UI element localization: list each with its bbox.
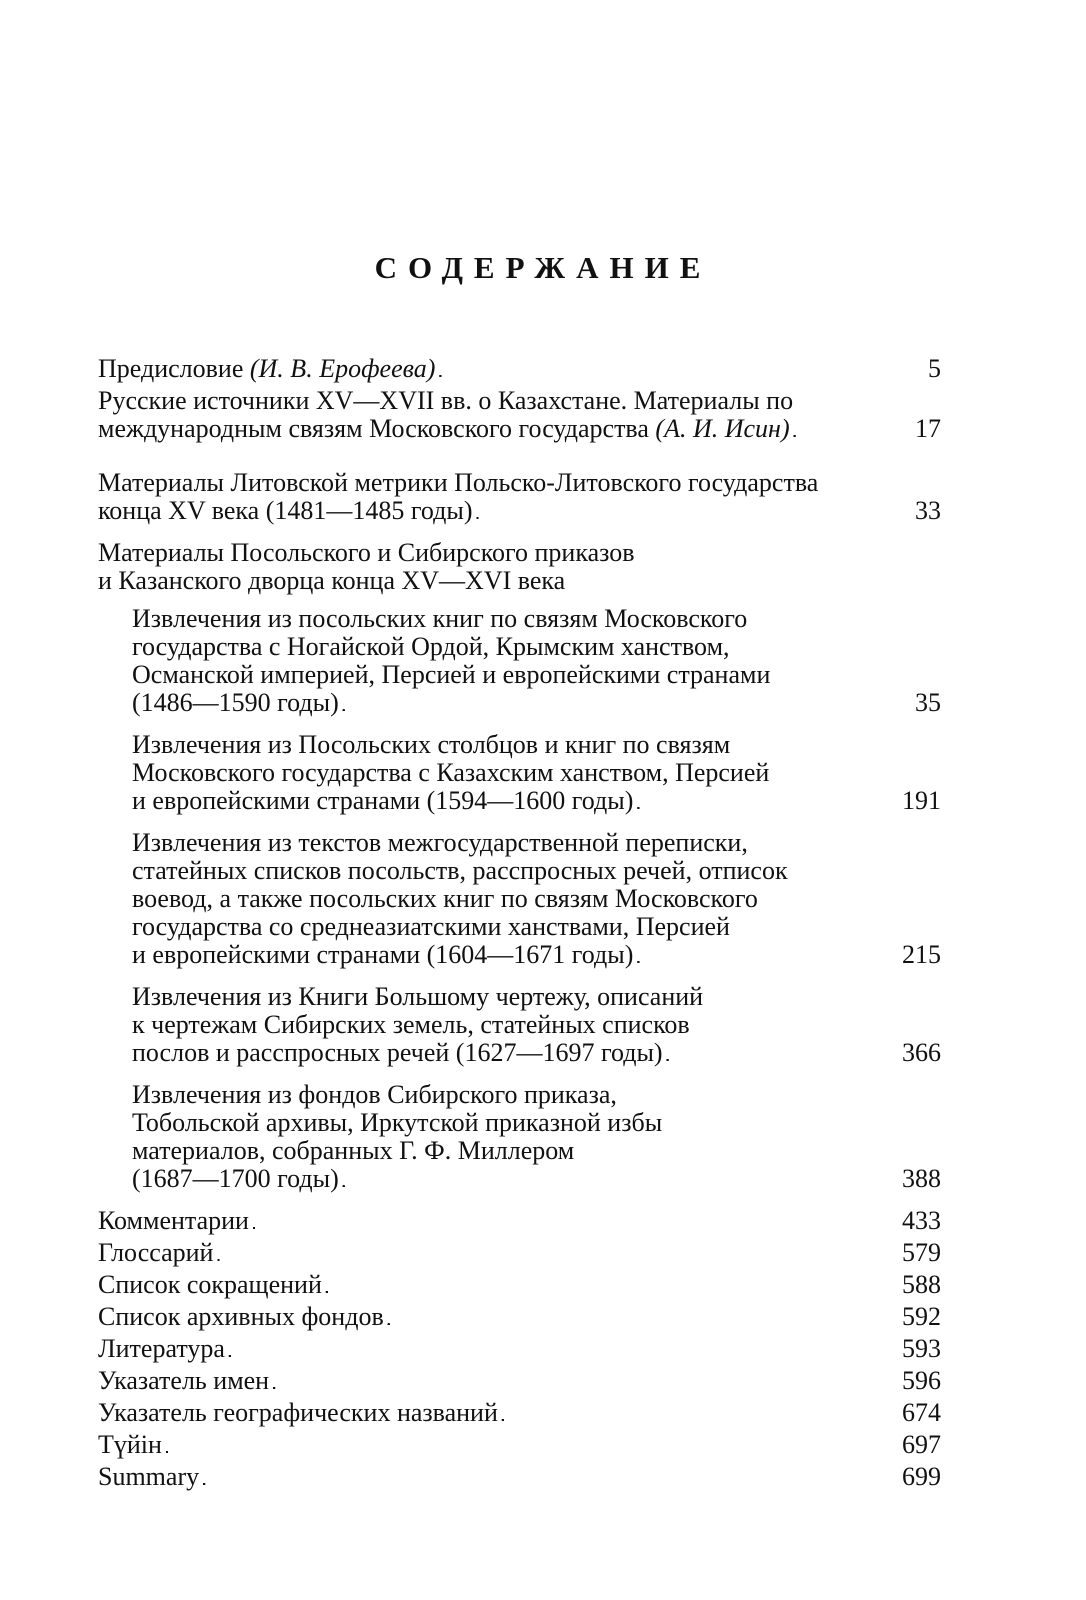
toc-entry-preface[interactable] [98,355,941,387]
dot-leader [387,1303,899,1335]
dot-leader [252,1207,899,1239]
page-number: 388 [902,1164,941,1193]
entry-text: воевод, а также посольских книг по связям Московского [132,884,758,913]
page-number: 17 [915,414,941,443]
dot-leader [342,1165,899,1197]
page-number: 579 [902,1238,941,1267]
entry-text: и европейскими странами (1594—1600 годы) [132,786,634,815]
page-number: 697 [902,1430,941,1459]
page-number: 33 [915,496,941,525]
page-number: 596 [902,1366,941,1395]
page-number: 674 [902,1398,941,1427]
entry-text: статейных списков посольств, расспросных речей, отписок [132,856,788,885]
toc-entry-lithuanian-metrica[interactable] [98,469,941,529]
dot-leader [216,1239,899,1271]
entry-text: Извлечения из текстов межгосударственной переписки, [132,828,748,857]
entry-text: государства с Ногайской Ордой, Крымским ханством, [132,632,730,661]
toc-entry-posolsky-prikaz[interactable] [98,539,941,595]
toc-entry-geo-index[interactable] [98,1399,941,1431]
entry-author: (И. В. Ерофеева) [249,354,436,383]
entry-text: международным связям Московского государства (А. И. Исин) [98,414,790,443]
entry-text: Список сокращений [98,1270,322,1299]
entry-text: Извлечения из Посольских столбцов и книг по связям [132,730,731,759]
entry-text: государства со среднеазиатскими ханствами, Персией [132,912,730,941]
toc-entry-name-index[interactable] [98,1367,941,1399]
entry-text: Материалы Посольского и Сибирского приказов [98,538,635,567]
entry-text: Предисловие (И. В. Ерофеева) [98,354,436,383]
dot-leader [636,941,899,973]
dot-leader [636,787,899,819]
entry-text: конца XV века (1481—1485 годы) [98,496,473,525]
page-title: СОДЕРЖАНИЕ [374,250,712,285]
toc-entry-abbreviations[interactable] [98,1271,941,1303]
toc-subentry-4[interactable] [132,983,941,1071]
page-number: 366 [902,1038,941,1067]
toc-entry-russian-sources[interactable] [98,387,941,447]
back-matter-list [98,1207,941,1495]
page-number: 215 [902,940,941,969]
entry-text: Извлечения из фондов Сибирского приказа, [132,1080,617,1109]
toc-entry-summary[interactable] [98,1463,941,1495]
entry-text: Извлечения из посольских книг по связям Московского [132,604,748,633]
dot-leader [666,1039,899,1071]
dot-leader [438,355,925,387]
page-number: 433 [902,1206,941,1235]
entry-text: Московского государства с Казахским ханством, Персией [132,758,770,787]
toc-entry-literature[interactable] [98,1335,941,1367]
dot-leader [165,1431,899,1463]
toc-entry-archive-funds[interactable] [98,1303,941,1335]
dot-leader [476,497,913,529]
entry-text: Түйін [98,1430,162,1459]
page-number: 35 [915,688,941,717]
dot-leader [793,415,912,447]
page-number: 588 [902,1270,941,1299]
page-number: 5 [928,354,941,383]
entry-text: и европейскими странами (1604—1671 годы) [132,940,634,969]
toc-entry-tuyin[interactable] [98,1431,941,1463]
entry-text: Список архивных фондов [98,1302,384,1331]
entry-text: (1687—1700 годы) [132,1164,339,1193]
entry-text: Литература [98,1334,225,1363]
entry-text: Материалы Литовской метрики Польско-Литовского государства [98,468,819,497]
entry-text: Глоссарий [98,1238,214,1267]
entry-text: Указатель имен [98,1366,270,1395]
entry-text: Тобольской архивы, Иркутской приказной избы [132,1108,663,1137]
page-number: 699 [902,1462,941,1491]
entry-text: и Казанского дворца конца XV—XVI века [98,566,566,595]
page-number: 592 [902,1302,941,1331]
entry-text: Комментарии [98,1206,249,1235]
dot-leader [325,1271,899,1303]
entry-text: Summary [98,1462,200,1491]
entry-text: Османской империей, Персией и европейскими странами [132,660,771,689]
entry-author: (А. И. Исин) [655,414,790,443]
page-number: 593 [902,1334,941,1363]
dot-leader [228,1335,899,1367]
dot-leader [272,1367,899,1399]
table-of-contents [98,355,941,1495]
entry-text: Указатель географических названий [98,1398,498,1427]
entry-text: Извлечения из Книги Большому чертежу, описаний [132,982,704,1011]
toc-subentry-5[interactable] [132,1081,941,1197]
toc-entry-glossary[interactable] [98,1239,941,1271]
entry-text: материалов, собранных Г. Ф. Миллером [132,1136,575,1165]
toc-subentry-3[interactable] [132,829,941,973]
toc-subentry-2[interactable] [132,731,941,819]
dot-leader [501,1399,899,1431]
entry-text: к чертежам Сибирских земель, статейных списков [132,1010,690,1039]
page-number: 191 [902,786,941,815]
toc-entry-comments[interactable] [98,1207,941,1239]
entry-text: послов и расспросных речей (1627—1697 годы) [132,1038,663,1067]
entry-text: Русские источники XV—XVII вв. о Казахстане. Материалы по [98,386,794,415]
entry-text: (1486—1590 годы) [132,688,339,717]
dot-leader [342,689,912,721]
toc-subentry-1[interactable] [132,605,941,721]
dot-leader [202,1463,899,1495]
